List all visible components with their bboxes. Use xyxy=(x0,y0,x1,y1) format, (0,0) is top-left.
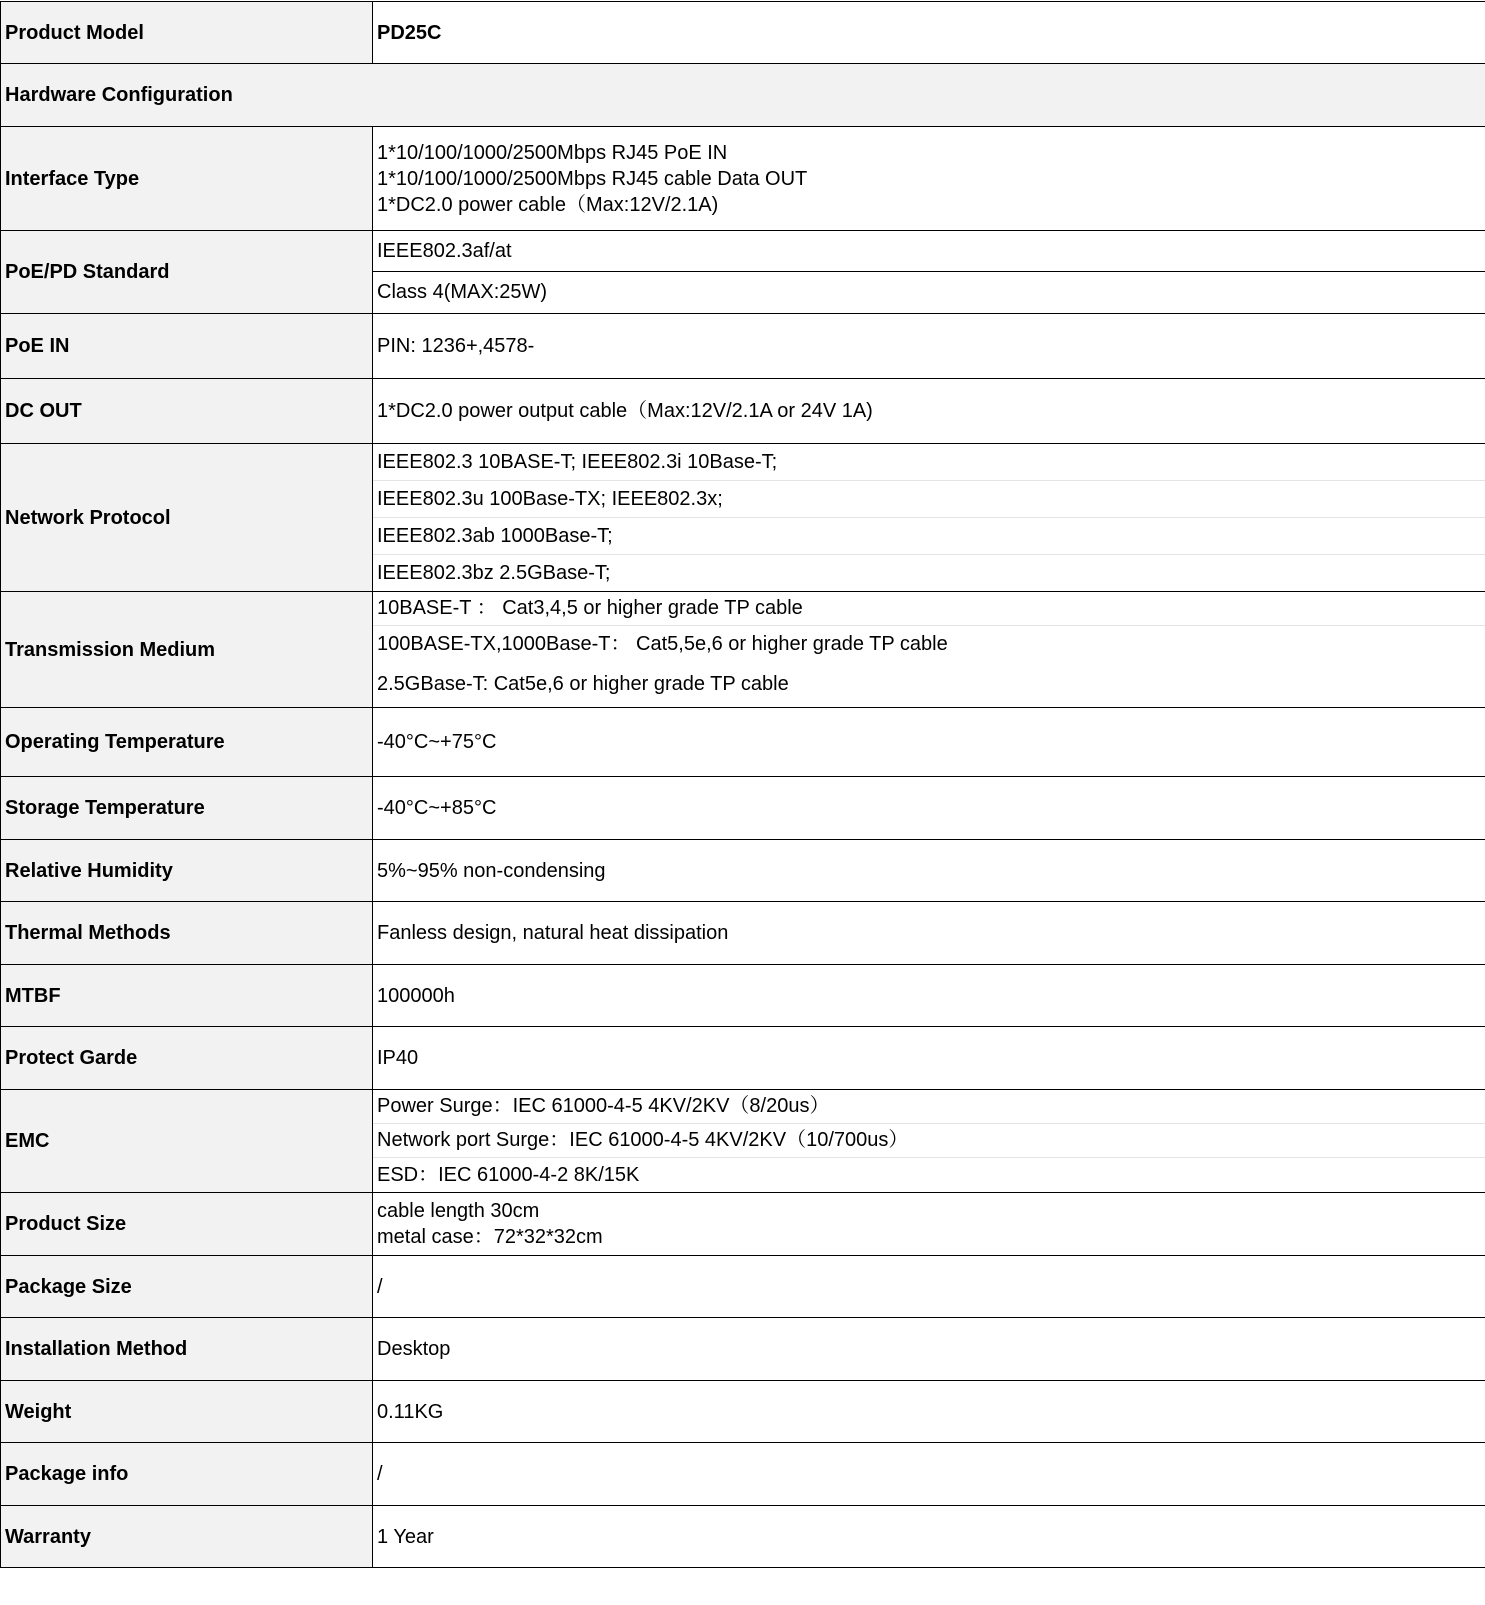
value-product-size xyxy=(373,1193,1485,1256)
row-installation-method xyxy=(1,1318,1485,1381)
spec-table xyxy=(0,1,1485,1568)
label-dc-out: DC OUT xyxy=(1,379,373,444)
value-operating-temperature: -40°C~+75°C xyxy=(373,708,1485,777)
emc-line: Power Surge：IEC 61000-4-5 4KV/2KV（8/20us） xyxy=(373,1090,1485,1124)
label-thermal-methods: Thermal Methods xyxy=(1,902,373,965)
value-weight: 0.11KG xyxy=(373,1381,1485,1443)
row-dc-out xyxy=(1,379,1485,444)
label-product-size: Product Size xyxy=(1,1193,373,1256)
label-mtbf: MTBF xyxy=(1,965,373,1027)
poe-standard-line: IEEE802.3af/at xyxy=(373,231,1485,272)
row-package-info xyxy=(1,1443,1485,1506)
value-product-model: PD25C xyxy=(373,2,1485,64)
protocol-line: IEEE802.3u 100Base-TX; IEEE802.3x; xyxy=(373,481,1485,518)
label-poe-standard: PoE/PD Standard xyxy=(1,231,373,314)
value-mtbf: 100000h xyxy=(373,965,1485,1027)
row-protect-grade xyxy=(1,1027,1485,1090)
label-warranty: Warranty xyxy=(1,1506,373,1568)
row-storage-temperature xyxy=(1,777,1485,840)
label-product-model: Product Model xyxy=(1,2,373,64)
row-package-size xyxy=(1,1256,1485,1318)
label-package-info: Package info xyxy=(1,1443,373,1506)
value-installation-method: Desktop xyxy=(373,1318,1485,1381)
label-emc: EMC xyxy=(1,1090,373,1193)
label-interface-type: Interface Type xyxy=(1,127,373,231)
label-relative-humidity: Relative Humidity xyxy=(1,840,373,902)
section-hardware-configuration xyxy=(1,64,1485,127)
row-relative-humidity xyxy=(1,840,1485,902)
label-poe-in: PoE IN xyxy=(1,314,373,379)
interface-line: 1*10/100/1000/2500Mbps RJ45 cable Data OUT xyxy=(377,167,808,190)
row-operating-temperature xyxy=(1,708,1485,777)
value-network-protocol xyxy=(373,444,1485,592)
row-interface-type xyxy=(1,127,1485,231)
medium-line: 100BASE-TX,1000Base-T： Cat5,5e,6 or higher grade TP cable xyxy=(377,633,948,655)
value-storage-temperature: -40°C~+85°C xyxy=(373,777,1485,840)
value-thermal-methods: Fanless design, natural heat dissipation xyxy=(373,902,1485,965)
row-poe-in xyxy=(1,314,1485,379)
label-protect-grade: Protect Garde xyxy=(1,1027,373,1090)
interface-line: 1*DC2.0 power cable（Max:12V/2.1A) xyxy=(377,193,719,216)
protocol-line: IEEE802.3bz 2.5GBase-T; xyxy=(377,562,611,584)
protocol-line: IEEE802.3 10BASE-T; IEEE802.3i 10Base-T; xyxy=(373,444,1485,481)
interface-line: 1*10/100/1000/2500Mbps RJ45 PoE IN xyxy=(377,141,728,164)
value-relative-humidity: 5%~95% non-condensing xyxy=(373,840,1485,902)
value-poe-standard xyxy=(373,231,1485,314)
value-emc xyxy=(373,1090,1485,1193)
row-product-model xyxy=(1,2,1485,64)
value-dc-out: 1*DC2.0 power output cable（Max:12V/2.1A or 24V 1A) xyxy=(373,379,1485,444)
label-package-size: Package Size xyxy=(1,1256,373,1318)
label-transmission-medium: Transmission Medium xyxy=(1,592,373,708)
product-size-line: metal case：72*32*32cm xyxy=(377,1226,603,1248)
row-emc xyxy=(1,1090,1485,1193)
row-thermal-methods xyxy=(1,902,1485,965)
product-size-line: cable length 30cm xyxy=(377,1200,540,1222)
label-installation-method: Installation Method xyxy=(1,1318,373,1381)
label-weight: Weight xyxy=(1,1381,373,1443)
label-network-protocol: Network Protocol xyxy=(1,444,373,592)
value-poe-in: PIN: 1236+,4578- xyxy=(373,314,1485,379)
poe-standard-line: Class 4(MAX:25W) xyxy=(377,281,548,303)
label-storage-temperature: Storage Temperature xyxy=(1,777,373,840)
row-network-protocol xyxy=(1,444,1485,592)
row-warranty xyxy=(1,1506,1485,1568)
row-mtbf xyxy=(1,965,1485,1027)
medium-line: 2.5GBase-T: Cat5e,6 or higher grade TP cable xyxy=(377,673,789,695)
value-warranty: 1 Year xyxy=(373,1506,1485,1568)
value-package-info: / xyxy=(373,1443,1485,1506)
label-operating-temperature: Operating Temperature xyxy=(1,708,373,777)
emc-line: Network port Surge：IEC 61000-4-5 4KV/2KV（10/700us） xyxy=(373,1124,1485,1158)
row-poe-standard xyxy=(1,231,1485,314)
section-title: Hardware Configuration xyxy=(1,64,1485,127)
value-transmission-medium xyxy=(373,592,1485,708)
row-weight xyxy=(1,1381,1485,1443)
value-interface-type xyxy=(373,127,1485,231)
protocol-line: IEEE802.3ab 1000Base-T; xyxy=(373,518,1485,555)
row-transmission-medium xyxy=(1,592,1485,708)
value-package-size: / xyxy=(373,1256,1485,1318)
medium-line: 10BASE-T ： Cat3,4,5 or higher grade TP cable xyxy=(373,592,1485,626)
row-product-size xyxy=(1,1193,1485,1256)
value-protect-grade: IP40 xyxy=(373,1027,1485,1090)
emc-line: ESD：IEC 61000-4-2 8K/15K xyxy=(377,1164,640,1186)
